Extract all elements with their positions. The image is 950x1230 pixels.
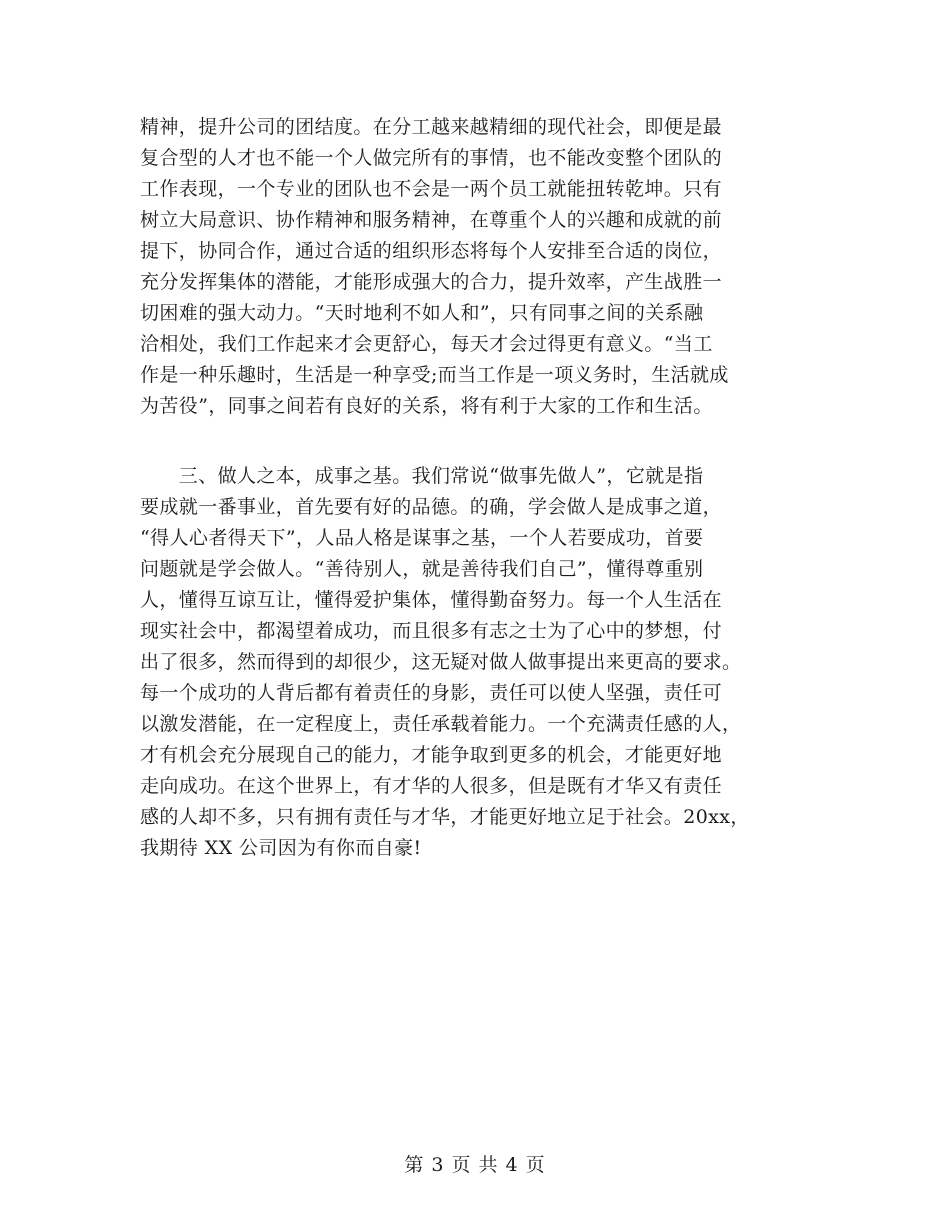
paragraph-gap — [140, 422, 820, 461]
text-line: 走向成功。在这个世界上，有才华的人很多，但是既有才华又有责任 — [140, 775, 723, 797]
text-line: 提下，协同合作，通过合适的组织形态将每个人安排至合适的岗位， — [140, 240, 723, 262]
text-line: 每一个成功的人背后都有着责任的身影，责任可以使人坚强，责任可 — [140, 682, 723, 704]
text-line: 作是一种乐趣时，生活是一种享受;而当工作是一项义务时，生活就成 — [140, 364, 729, 386]
text-line: 才有机会充分展现自己的能力，才能争取到更多的机会，才能更好地 — [140, 744, 723, 766]
text-line: 为苦役”，同事之间若有良好的关系，将有利于大家的工作和生活。 — [140, 395, 713, 417]
text-line: 出了很多，然而得到的却很少，这无疑对做人做事提出来更高的要求。 — [140, 651, 742, 673]
text-line: 切困难的强大动力。“天时地利不如人和”，只有同事之间的关系融 — [140, 302, 704, 324]
text-line: 洽相处，我们工作起来才会更舒心，每天才会过得更有意义。“当工 — [140, 333, 713, 355]
text-line: 人，懂得互谅互让，懂得爱护集体，懂得勤奋努力。每一个人生活在 — [140, 589, 723, 611]
text-line: 要成就一番事业，首先要有好的品德。的确，学会做人是成事之道， — [140, 496, 723, 518]
text-line: 工作表现，一个专业的团队也不会是一两个员工就能扭转乾坤。只有 — [140, 178, 723, 200]
text-line: 我期待 XX 公司因为有你而自豪! — [140, 837, 422, 859]
document-body — [140, 112, 820, 864]
paragraph-1 — [140, 112, 820, 422]
text-line: 感的人却不多，只有拥有责任与才华，才能更好地立足于社会。20xx， — [140, 806, 750, 828]
paragraph-2 — [140, 461, 820, 864]
text-line: 三、做人之本，成事之基。我们常说“做事先做人”，它就是指 — [140, 465, 704, 487]
text-line: 精神，提升公司的团结度。在分工越来越精细的现代社会，即便是最 — [140, 116, 723, 138]
text-line: 复合型的人才也不能一个人做完所有的事情，也不能改变整个团队的 — [140, 147, 723, 169]
text-line: 树立大局意识、协作精神和服务精神，在尊重个人的兴趣和成就的前 — [140, 209, 723, 231]
text-line: 以激发潜能，在一定程度上，责任承载着能力。一个充满责任感的人， — [140, 713, 742, 735]
text-line: 现实社会中，都渴望着成功，而且很多有志之士为了心中的梦想，付 — [140, 620, 723, 642]
text-line: 充分发挥集体的潜能，才能形成强大的合力，提升效率，产生战胜一 — [140, 271, 723, 293]
page-number-footer: 第 3 页 共 4 页 — [404, 1154, 546, 1176]
text-line: “得人心者得天下”，人品人格是谋事之基，一个人若要成功，首要 — [140, 527, 704, 549]
text-line: 问题就是学会做人。“善待别人，就是善待我们自己”，懂得尊重别 — [140, 558, 704, 580]
